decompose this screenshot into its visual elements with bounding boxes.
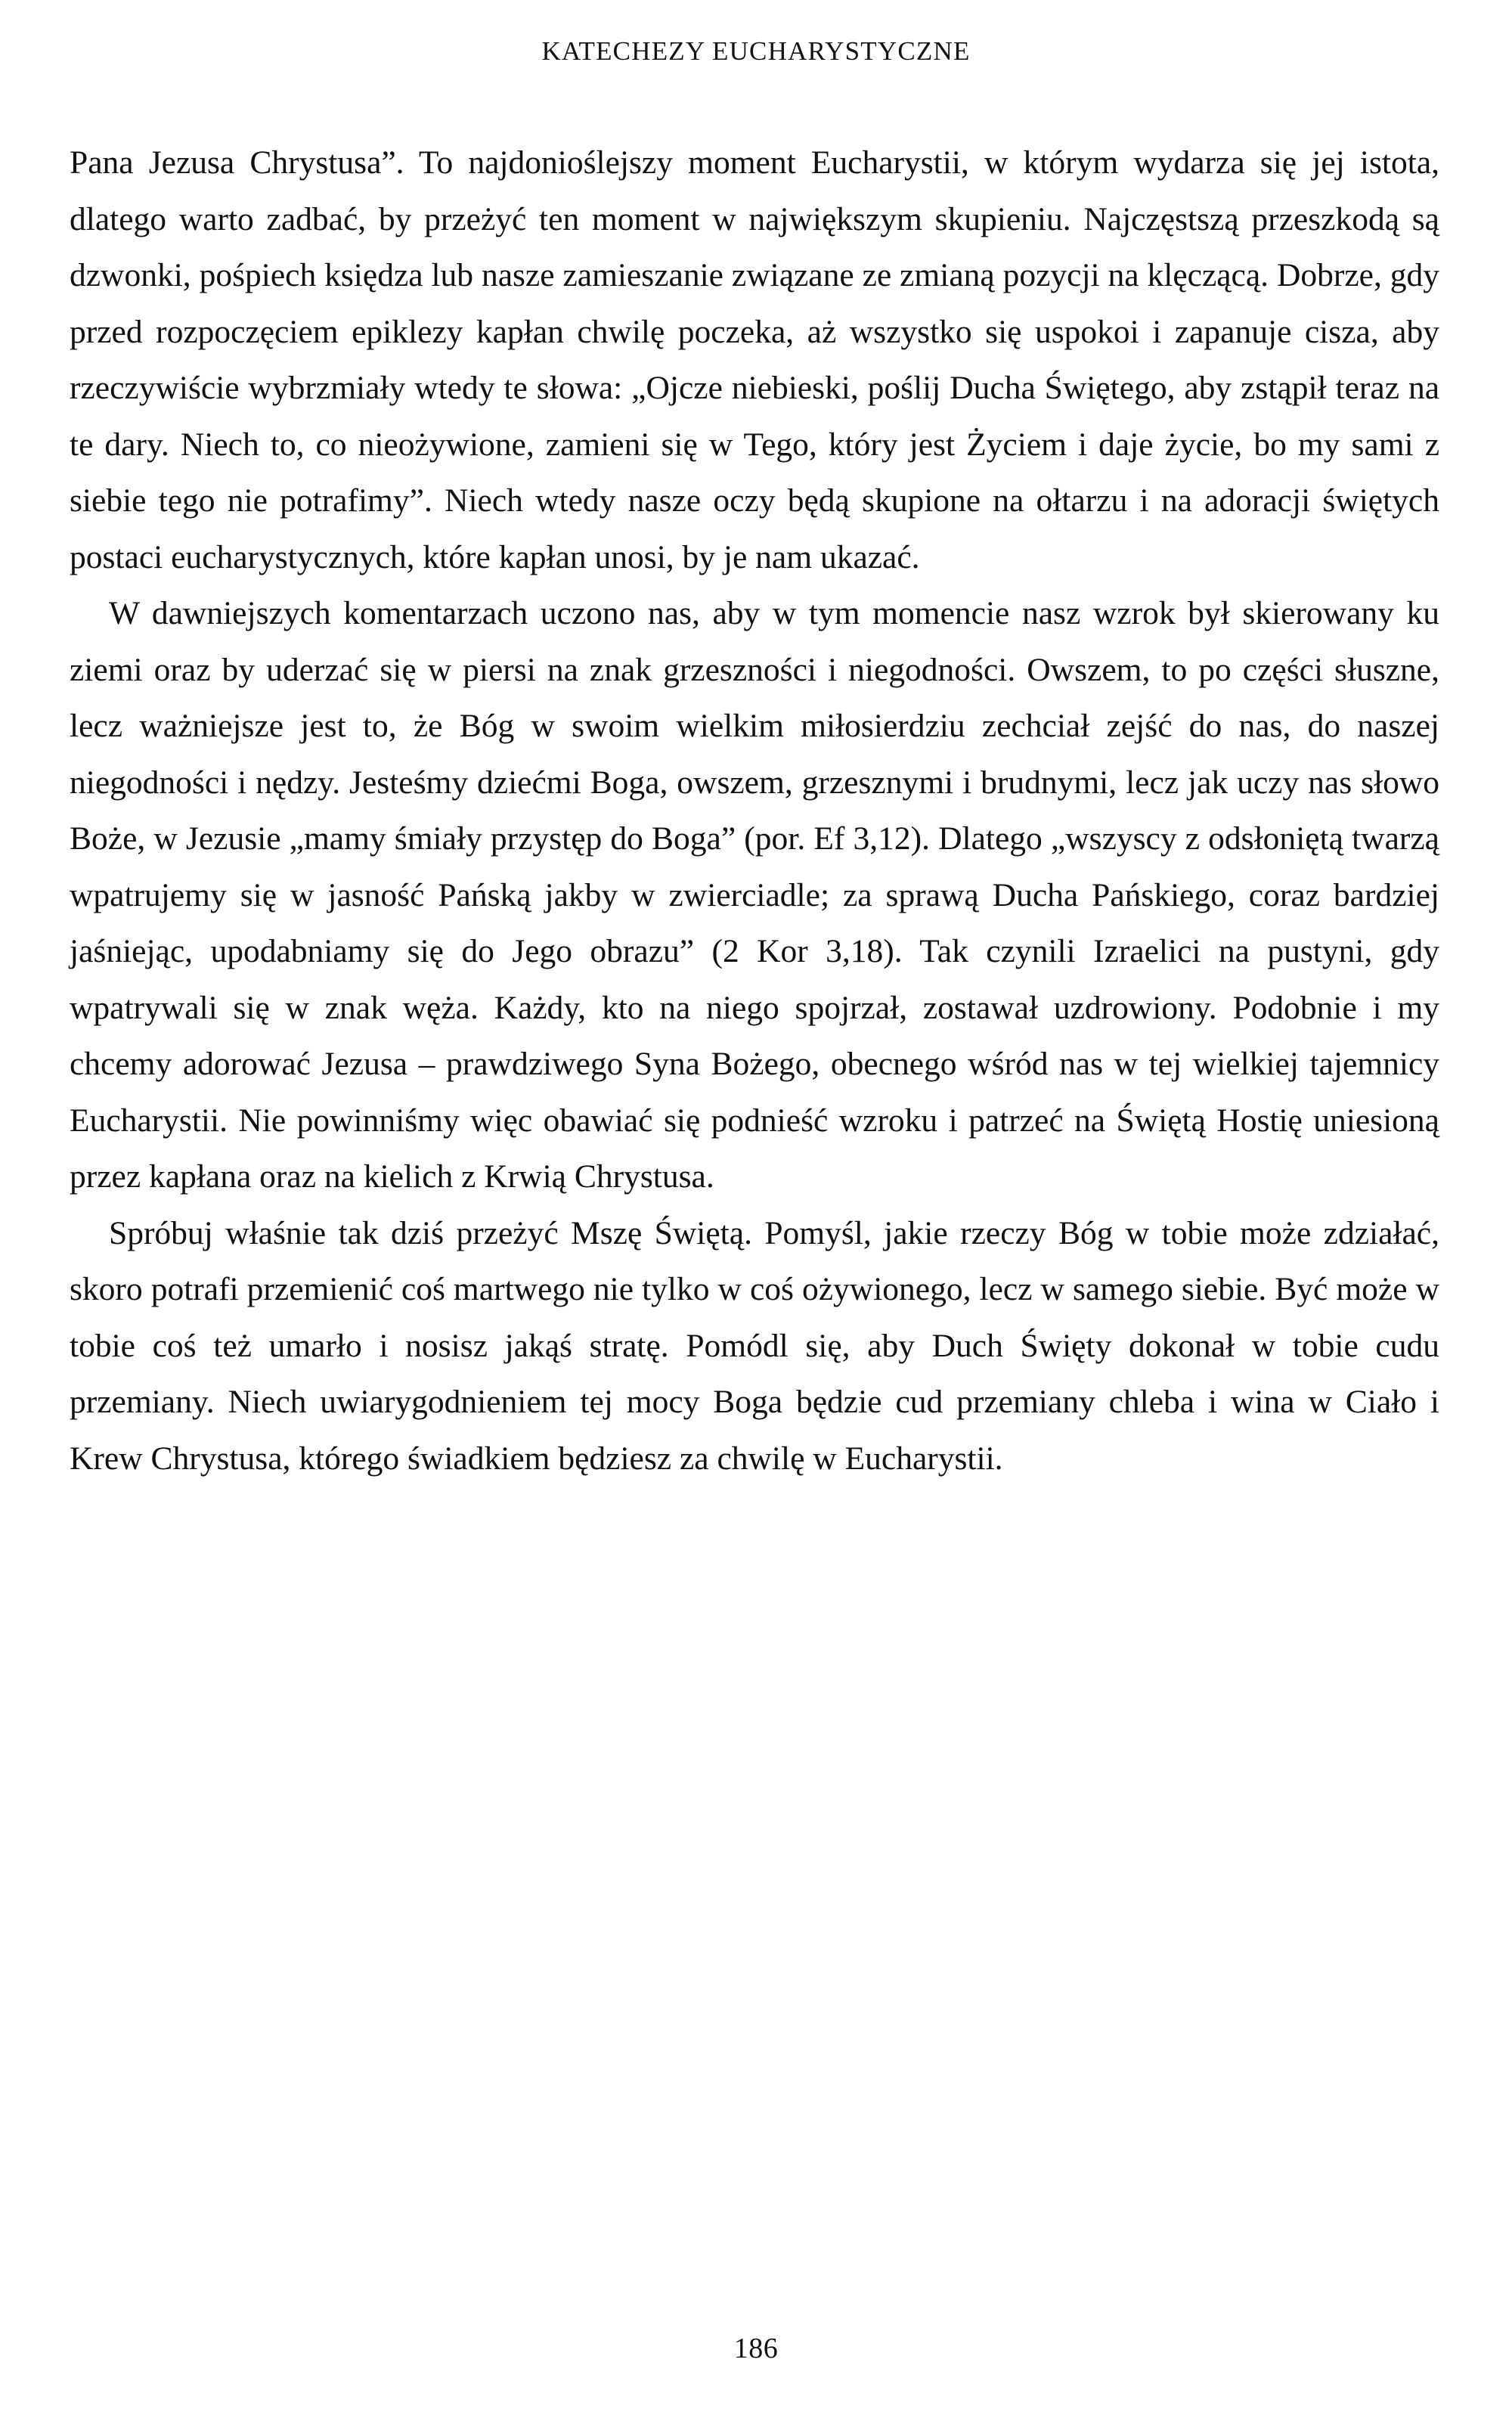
- running-header: [0, 36, 1512, 67]
- paragraph-3: Spróbuj właśnie tak dziś przeżyć Mszę Świętą. Pomyśl, jakie rzeczy Bóg w tobie może zdziałać, skoro potrafi przemienić coś martwego nie tylko w coś ożywionego, lecz w samego siebie. Być może w tobie coś też umarło i nosisz jakąś stratę. Pomódl się, aby Duch Święty dokonał w tobie cudu przemiany. Niech uwiarygodnieniem tej mocy Boga będzie cud przemiany chleba i wina w Ciało i Krew Chrystusa, którego świadkiem będziesz za chwilę w Eucharystii.: [70, 1214, 1439, 1477]
- paragraph-1: Pana Jezusa Chrystusa”. To najdonioślejszy moment Eucharystii, w którym wydarza się jej istota, dlatego warto zadbać, by przeżyć ten moment w największym skupieniu. Najczęstszą przeszkodą są dzwonki, pośpiech księdza lub nasze zamieszanie związane ze zmianą pozycji na klęczącą. Dobrze, gdy przed rozpoczęciem epiklezy kapłan chwilę poczeka, aż wszystko się uspokoi i zapanuje cisza, aby rzeczywiście wybrzmiały wtedy te słowa: „Ojcze niebieski, poślij Ducha Świętego, aby zstąpił teraz na te dary. Niech to, co nieożywione, zamieni się w Tego, który jest Życiem i daje życie, bo my sami z siebie tego nie potrafimy”. Niech wtedy nasze oczy będą skupione na ołtarzu i na adoracji świętych postaci eucharystycznych, które kapłan unosi, by je nam ukazać.: [70, 144, 1439, 575]
- body-text-block: [70, 135, 1439, 1487]
- running-header-text: KATECHEZY EUCHARYSTYCZNE: [541, 36, 971, 66]
- paragraph-2: W dawniejszych komentarzach uczono nas, aby w tym momencie nasz wzrok był skierowany ku ziemi oraz by uderzać się w piersi na znak grzeszności i niegodności. Owszem, to po części słuszne, lecz ważniejsze jest to, że Bóg w swoim wielkim miłosierdziu zechciał zejść do nas, do naszej niegodności i nędzy. Jesteśmy dziećmi Boga, owszem, grzesznymi i brudnymi, lecz jak uczy nas słowo Boże, w Jezusie „mamy śmiały przystęp do Boga” (por. Ef 3,12). Dlatego „wszyscy z odsłoniętą twarzą wpatrujemy się w jasność Pańską jakby w zwierciadle; za sprawą Ducha Pańskiego, coraz bardziej jaśniejąc, upodabniamy się do Jego obrazu” (2 Kor 3,18). Tak czynili Izraelici na pustyni, gdy wpatrywali się w znak węża. Każdy, kto na niego spojrzał, zostawał uzdrowiony. Podobnie i my chcemy adorować Jezusa – prawdziwego Syna Bożego, obecnego wśród nas w tej wielkiej tajemnicy Eucharystii. Nie powinniśmy więc obawiać się podnieść wzroku i patrzeć na Świętą Hostię uniesioną przez kapłana oraz na kielich z Krwią Chrystusa.: [70, 595, 1439, 1195]
- page-number: [0, 2332, 1512, 2365]
- page-number-text: 186: [733, 2333, 779, 2364]
